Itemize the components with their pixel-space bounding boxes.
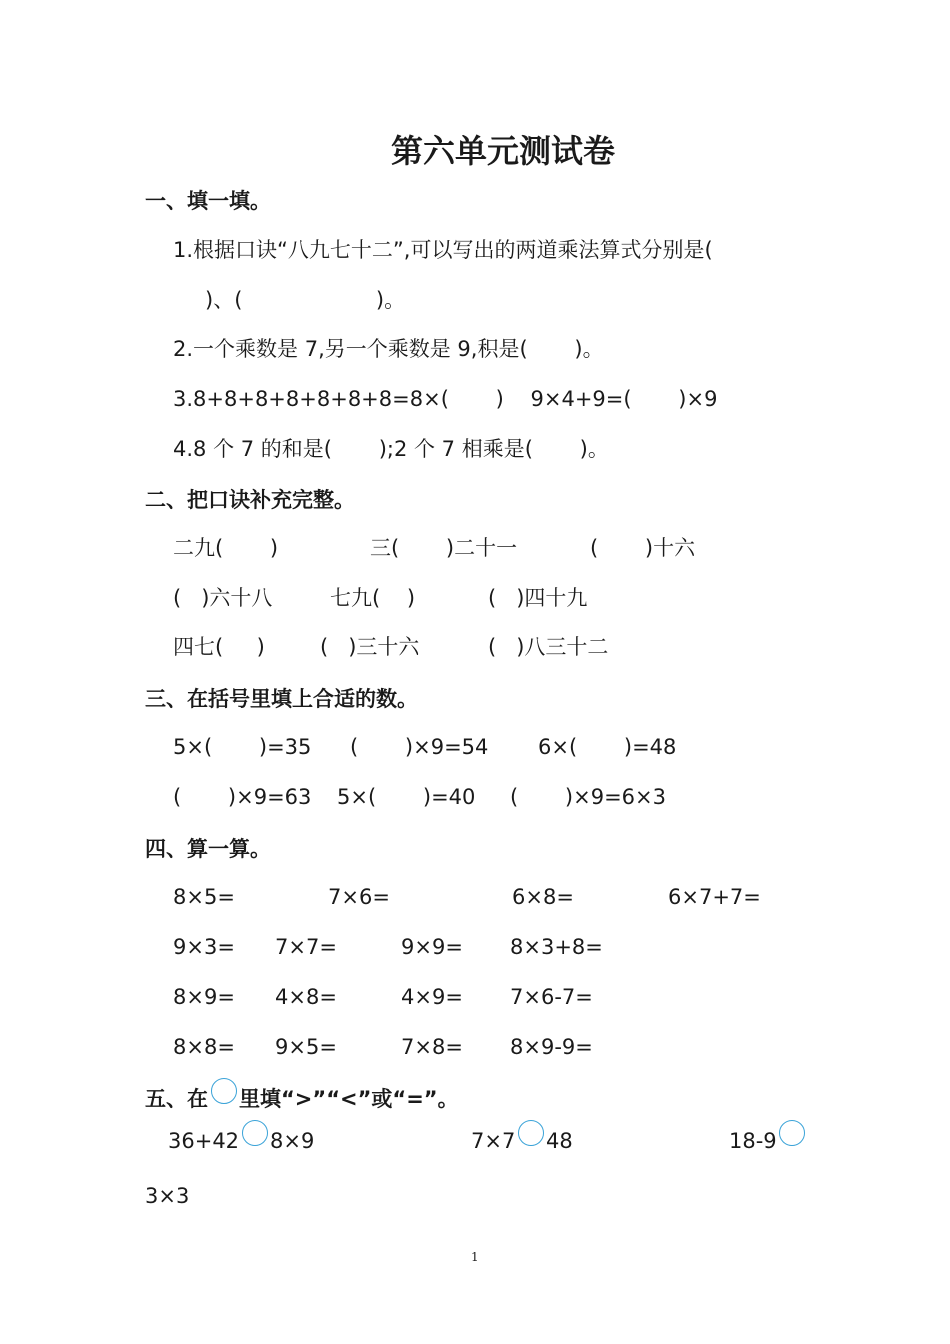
section-4-heading: 四、算一算。 [145,837,271,861]
calc-item: 4×8= [275,985,337,1009]
compare-circle[interactable] [518,1120,544,1146]
rhyme-item: 三( )二十一 [370,536,518,560]
question-4: 4.8 个 7 的和是( );2 个 7 相乘是( )。 [173,437,609,461]
calc-item: 7×6-7= [510,985,593,1009]
compare-left: 18-9 [729,1129,777,1153]
rhyme-item: 四七( ) [173,635,265,659]
rhyme-item: ( )三十六 [320,635,420,659]
section-5-heading-rest: 里填“>”“<”或“=”。 [239,1087,459,1111]
calc-item: 7×6= [328,885,390,909]
compare-right: 8×9 [270,1129,315,1153]
calc-item: 7×8= [401,1035,463,1059]
page-number: 1 [471,1250,479,1264]
compare-circle-icon [211,1078,237,1104]
calc-item: 7×7= [275,935,337,959]
rhyme-item: ( )十六 [590,536,696,560]
calc-item: 8×5= [173,885,235,909]
question-1-line-1: 1.根据口诀“八九七十二”,可以写出的两道乘法算式分别是( [173,238,713,262]
section-2-heading: 二、把口诀补充完整。 [145,488,355,512]
calc-item: 6×8= [512,885,574,909]
calc-item: 9×5= [275,1035,337,1059]
compare-circle[interactable] [242,1120,268,1146]
question-2: 2.一个乘数是 7,另一个乘数是 9,积是( )。 [173,337,604,361]
calc-item: 9×9= [401,935,463,959]
compare-left: 36+42 [168,1129,240,1153]
calc-item: 9×3= [173,935,235,959]
fill-equation: ( )×9=63 [173,785,312,809]
question-3: 3.8+8+8+8+8+8+8=8×( ) 9×4+9=( )×9 [173,387,718,411]
rhyme-item: 七九( ) [330,586,416,610]
calc-item: 8×9= [173,985,235,1009]
fill-equation: 5×( )=40 [337,785,476,809]
compare-left: 7×7 [471,1129,516,1153]
fill-equation: 5×( )=35 [173,735,312,759]
question-1-line-2: )、( )。 [205,288,406,312]
rhyme-item: ( )四十九 [488,586,588,610]
rhyme-item: ( )八三十二 [488,635,609,659]
compare-circle[interactable] [779,1120,805,1146]
calc-item: 8×9-9= [510,1035,593,1059]
section-3-heading: 三、在括号里填上合适的数。 [145,687,418,711]
rhyme-item: 二九( ) [173,536,279,560]
calc-item: 8×8= [173,1035,235,1059]
compare-right: 48 [546,1129,573,1153]
calc-item: 4×9= [401,985,463,1009]
section-5-heading: 五、在 [145,1087,208,1111]
page-title: 第六单元测试卷 [391,132,616,170]
calc-item: 8×3+8= [510,935,603,959]
section-1-heading: 一、填一填。 [145,189,271,213]
fill-equation: 6×( )=48 [538,735,677,759]
fill-equation: ( )×9=6×3 [510,785,666,809]
calc-item: 6×7+7= [668,885,761,909]
fill-equation: ( )×9=54 [350,735,489,759]
rhyme-item: ( )六十八 [173,586,273,610]
compare-right: 3×3 [145,1184,190,1208]
